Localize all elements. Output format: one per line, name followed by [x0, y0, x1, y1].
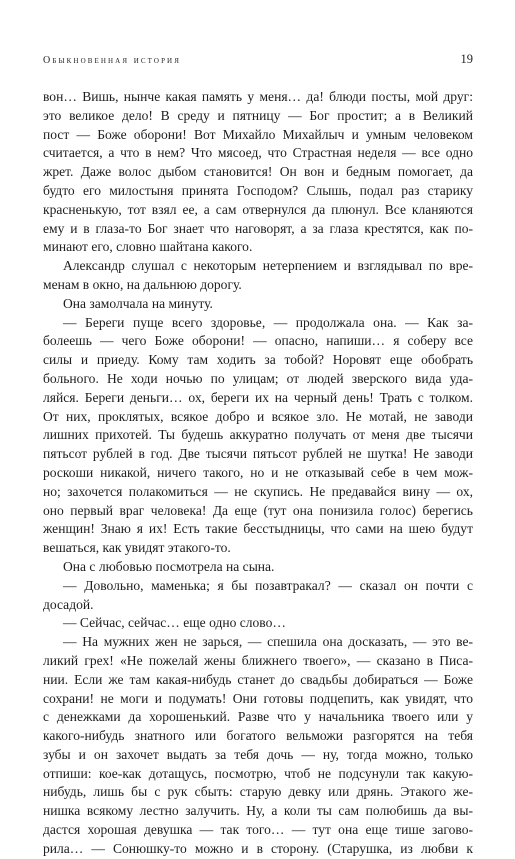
text-line: — Довольно, маменька; я бы позавтракал? — сказал он почти с — [63, 577, 473, 593]
text-line: но; захочется полакомиться — не скупись. Не предавайся вину — ох, — [43, 483, 473, 499]
text-line: это великое дело! В среду и пятницу — Бог простит; а в Великий — [43, 107, 473, 123]
text-line: пятьсот рублей в год. Две тысячи пятьсот рублей не шутка! Не заводи — [43, 446, 473, 462]
text-line: ему и в глаза-то Бог знает что наговорят, а за глаза крестятся, как по- — [43, 220, 473, 236]
text-line: женщин! Знаю я их! Есть такие бесстыдницы, что сами на шею будут — [43, 521, 473, 537]
text-line: Она с любовью посмотрела на сына. — [63, 558, 275, 574]
text-line: нишка всякому лестно залучить. Ну, а коли ты сам полюбишь да вы- — [43, 803, 473, 819]
text-line: От них, проклятых, всякое добро и всякое зло. Не мотай, не заводи — [43, 408, 473, 424]
text-line: силы и приеду. Кому там ходить за тобой? Норовят еще обобрать — [43, 352, 473, 368]
text-line: — Сейчас, сейчас… еще одно слово… — [63, 615, 286, 631]
text-line: считается, а что в нем? Что мясоед, что Страстная неделя — все одно — [43, 145, 473, 161]
text-line: жрет. Даже волос дыбом становится! Он вон и бедным помогает, да — [43, 164, 473, 180]
text-line: Она замолчала на минуту. — [63, 295, 213, 311]
text-line: вешаться, как увидят этакого-то. — [43, 540, 231, 556]
text-line: лишних прихотей. Ты будешь аккуратно получать от меня две тысячи — [43, 427, 473, 443]
book-page — [43, 52, 473, 859]
text-line: нибудь, лишь бы с рук сбыть: старую девку или дрянь. Этакого же- — [43, 784, 473, 800]
running-title: Обыкновенная история — [43, 55, 181, 66]
text-line: красненькую, тот взял ее, а сам отвернулся да плюнул. Все кланяются — [43, 201, 473, 217]
text-line: будто его милостыня принята Господом? Слышь, подал раз старику — [43, 182, 473, 198]
body-text — [43, 88, 473, 859]
text-line: ликий грех! «Не пожелай жены ближнего твоего», — сказано в Писа- — [43, 652, 473, 668]
text-line: какого-нибудь знатного или богатого вельможи разгорятся на тебя — [43, 728, 473, 744]
text-line: болеешь — чего Боже оборони! — опасно, напиши… я соберу все — [43, 333, 473, 349]
text-line: с денежками да хорошенький. Разве что у начальника твоего или у — [43, 709, 473, 725]
text-line: сохрани! не моги и подумать! Они готовы подцепить, как увидят, что — [43, 690, 473, 706]
text-line: вон… Вишь, нынче какая память у меня… да! блюди посты, мой друг: — [43, 89, 473, 104]
text-line: досадой. — [43, 596, 94, 612]
text-line: — На мужних жен не зарься, — спешила она досказать, — это ве- — [63, 634, 473, 650]
text-line: зубы и он захочет выдать за тебя дочь — ну, тогда можно, только — [43, 746, 473, 762]
text-line: минают его, словно шайтана какого. — [43, 239, 253, 255]
text-line: менам в окно, на дальнюю дорогу. — [43, 276, 242, 292]
text-line: нии. Если же там какая-нибудь станет до свадьбы добираться — Боже — [43, 671, 473, 687]
text-line: больного. Не ходи ночью по улицам; от людей зверского вида уда- — [43, 370, 473, 386]
text-line: роскоши никакой, ничего такого, но и не отказывай себе в чем мож- — [43, 464, 473, 480]
text-line: дастся хорошая девушка — так того… — тут она еще тише загово- — [43, 822, 473, 838]
text-line: отпиши: кое-как дотащусь, посмотрю, чтоб не подсунули так какую- — [43, 765, 473, 781]
text-line: ляйся. Береги деньги… ох, береги их на черный день! Трать с толком. — [43, 389, 473, 405]
text-line: — Береги пуще всего здоровье, — продолжала она. — Как за- — [63, 314, 473, 330]
page-number: 19 — [460, 52, 473, 66]
text-line: рила… — Сонюшку-то можно и в сторону. (Старушка, из любви к — [43, 840, 473, 856]
text-line: Александр слушал с некоторым нетерпением и взглядывал по вре- — [63, 258, 473, 274]
text-line: оно первый враг человека! Да еще (тут она понизила голос) берегись — [43, 502, 473, 518]
text-line: пост — Боже оборони! Вот Михайло Михайлыч и умным человеком — [43, 126, 473, 142]
page-header — [43, 52, 473, 70]
